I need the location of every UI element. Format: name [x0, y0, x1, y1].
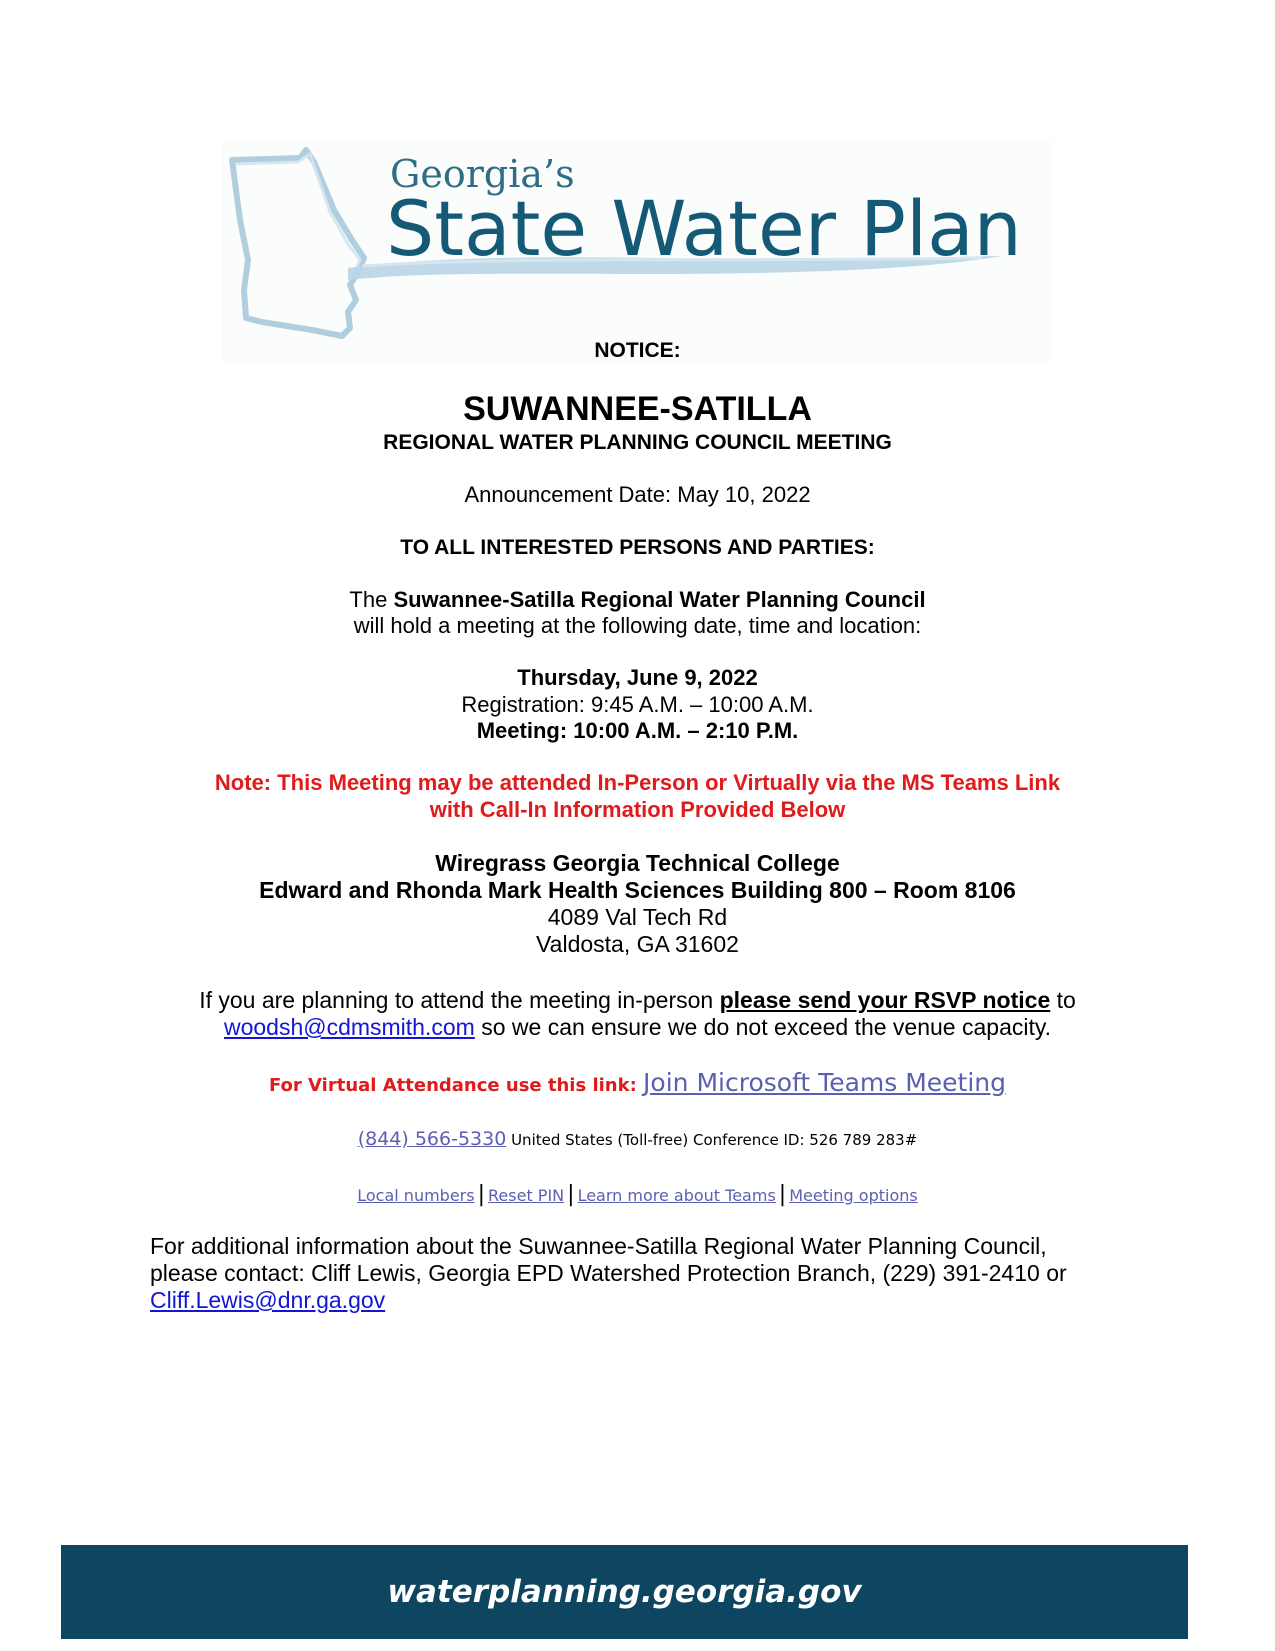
intro-line-1 [0, 589, 1275, 611]
separator: | [778, 1182, 787, 1207]
separator: | [567, 1182, 575, 1207]
meeting-options-link[interactable]: Meeting options [789, 1186, 918, 1205]
rsvp-email-link[interactable]: woodsh@cdmsmith.com [223, 1014, 475, 1040]
logo-state-water-plan: State Water Plan [386, 184, 1022, 273]
intro-council-name: Suwannee-Satilla Regional Water Planning Council [393, 587, 926, 612]
rsvp-line-2 [0, 1016, 1275, 1039]
teams-options-line [0, 1184, 1275, 1206]
dial-in-line [0, 1130, 1275, 1149]
reset-pin-link[interactable]: Reset PIN [488, 1186, 565, 1205]
virtual-attendance-line [0, 1070, 1275, 1095]
local-numbers-link[interactable]: Local numbers [357, 1186, 475, 1205]
rsvp-line-1 [0, 989, 1275, 1012]
rsvp-line-2-rest: so we can ensure we do not exceed the venue capacity. [474, 1014, 1052, 1040]
logo-georgias: Georgia’s [390, 152, 575, 196]
rsvp-suffix: to [1050, 987, 1076, 1013]
dial-in-phone-link[interactable]: (844) 566-5330 [357, 1128, 507, 1150]
salutation: TO ALL INTERESTED PERSONS AND PARTIES: [400, 536, 875, 559]
location-building: Edward and Rhonda Mark Health Sciences Building 800 – Room 8106 [259, 877, 1016, 903]
notice-label: NOTICE: [594, 339, 681, 362]
registration-time: Registration: 9:45 A.M. – 10:00 A.M. [461, 692, 814, 717]
intro-prefix: The [349, 587, 394, 612]
contact-email-line [150, 1289, 385, 1312]
meeting-time: Meeting: 10:00 A.M. – 2:10 P.M. [476, 718, 799, 743]
contact-line-1: For additional information about the Suwannee-Satilla Regional Water Planning Council, [150, 1233, 1047, 1259]
announcement-date: Announcement Date: May 10, 2022 [464, 482, 811, 507]
contact-email-link[interactable]: Cliff.Lewis@dnr.ga.gov [150, 1287, 386, 1313]
virtual-label: For Virtual Attendance use this link: [268, 1075, 644, 1096]
intro-line-2: will hold a meeting at the following date, time and location: [353, 613, 922, 638]
contact-line-2: please contact: Cliff Lewis, Georgia EPD Watershed Protection Branch, (229) 391-2410 or [150, 1260, 1067, 1286]
location-street: 4089 Val Tech Rd [547, 904, 728, 930]
state-water-plan-logo [222, 140, 1052, 362]
note-line-2: with Call-In Information Provided Below [429, 797, 846, 822]
dial-in-details: United States (Toll-free) Conference ID: 526 789 283# [506, 1131, 918, 1149]
separator: | [477, 1182, 486, 1207]
note-line-1: Note: This Meeting may be attended In-Person or Virtually via the MS Teams Link [214, 770, 1061, 795]
location-name: Wiregrass Georgia Technical College [435, 850, 840, 876]
join-teams-meeting-link[interactable]: Join Microsoft Teams Meeting [643, 1068, 1007, 1097]
location-city: Valdosta, GA 31602 [536, 931, 739, 957]
council-name: SUWANNEE-SATILLA [463, 390, 812, 428]
rsvp-emphasis: please send your RSVP notice [719, 987, 1051, 1013]
meeting-title: REGIONAL WATER PLANNING COUNCIL MEETING [383, 431, 892, 454]
footer-banner [61, 1545, 1188, 1639]
learn-more-teams-link[interactable]: Learn more about Teams [577, 1186, 776, 1205]
footer-url: waterplanning.georgia.gov [387, 1574, 862, 1610]
meeting-date: Thursday, June 9, 2022 [517, 665, 758, 690]
rsvp-prefix: If you are planning to attend the meeting in-person [199, 987, 720, 1013]
